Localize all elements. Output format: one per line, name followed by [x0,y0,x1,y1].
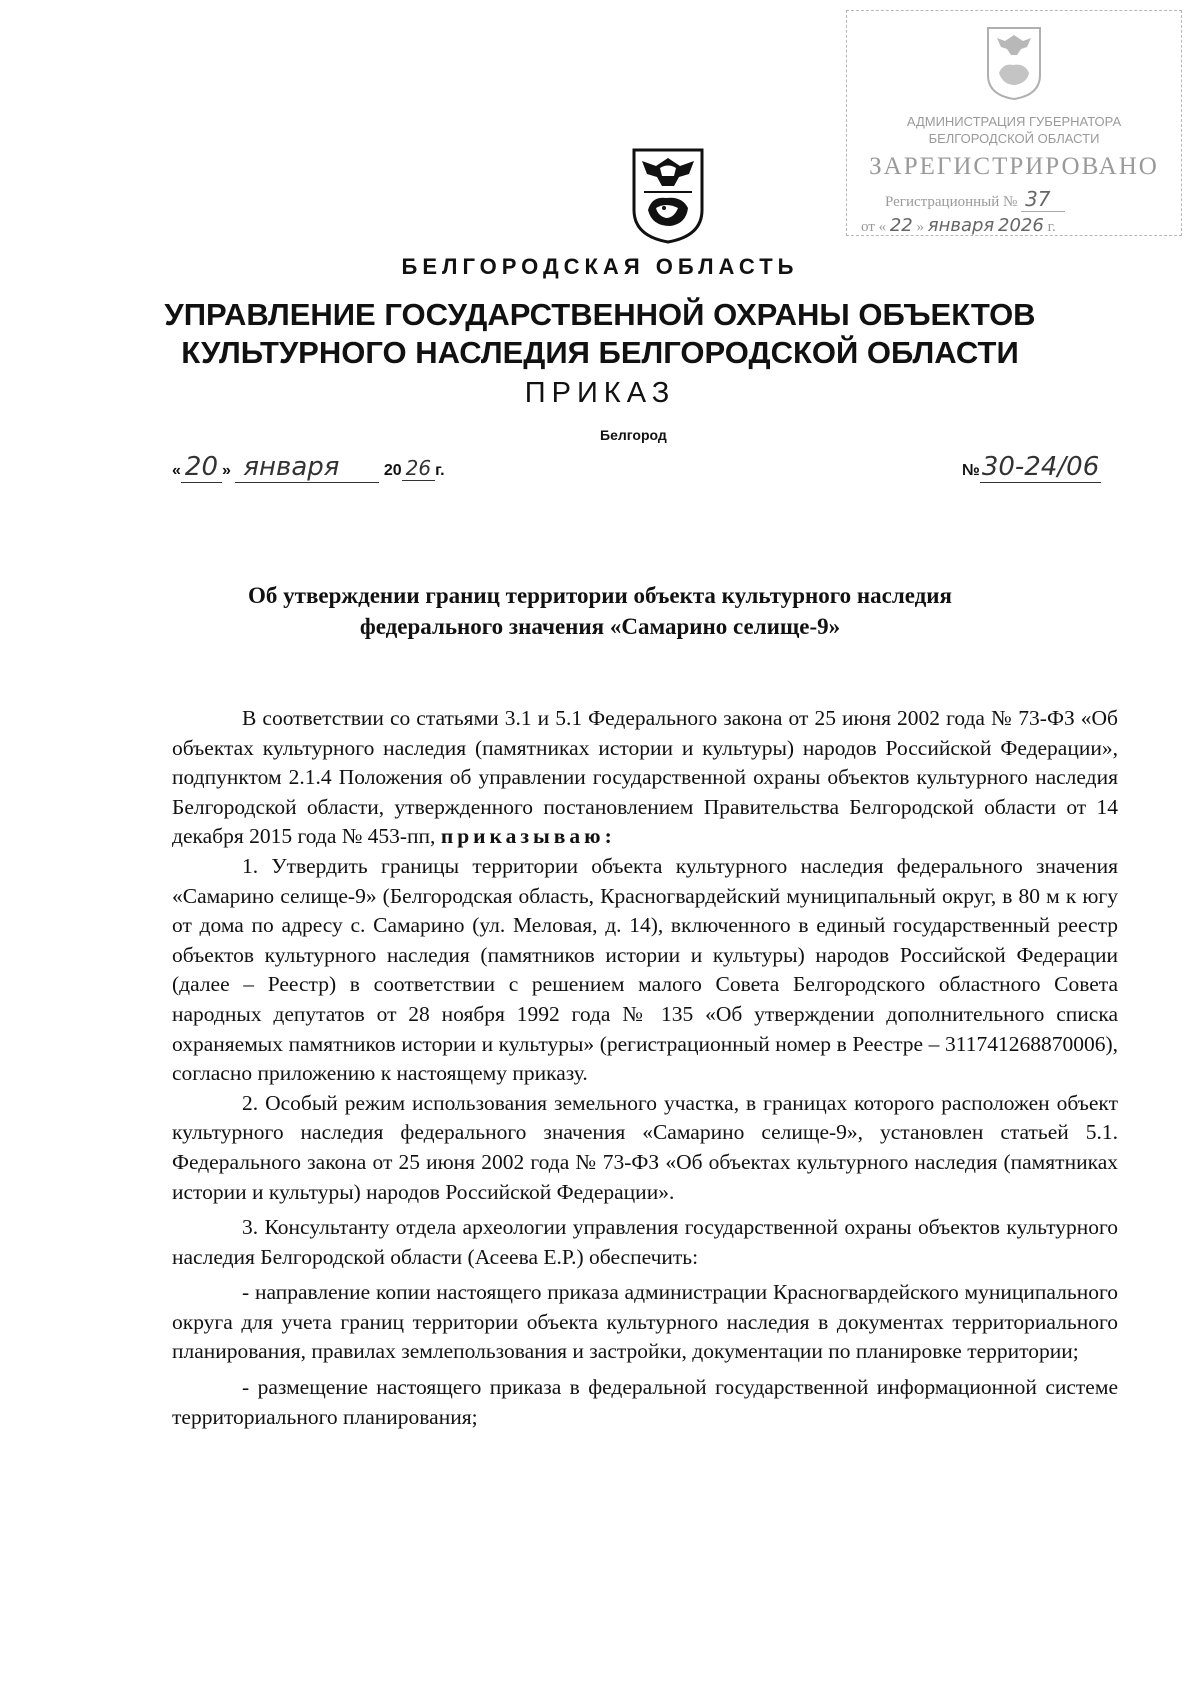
order-number-value: 30-24/06 [981,452,1100,482]
clause-3: 3. Консультанту отдела археологии управления государственной охраны объектов культурного наследия Белгородской области (Асеева Е.Р.) обеспечить: [172,1215,1118,1269]
order-year-unit: г. [435,462,445,479]
clause-1: 1. Утвердить границы территории объекта культурного наследия федерального значения «Самарино селище-9» (Белгородская область, Красногвардейский муниципальный округ, в 80 м к югу от дома по адресу с. Самарино (ул. Меловая, д. 14), включенного в единый государственный реестр объектов культурного наследия (памятников истории и культуры) народов Российской Федерации (далее – Реестр) в соответствии с решением малого Совета Белгородского областного Совета народных депутатов от 28 ноября 1992 года № 135 «Об утверждении дополнительного списка охраняемых памятников истории и культуры» (регистрационный номер в Реестре – 311741268870006), согласно приложению к настоящему приказу. [172,853,1118,1086]
order-title-line1: Об утверждении границ территории объекта культурного наследия [248,583,952,608]
document-type: ПРИКАЗ [524,377,676,409]
stamp-date [861,215,1056,236]
registration-stamp [846,10,1182,236]
stamp-registration-number [885,187,1065,211]
stamp-coat-of-arms-icon [985,25,1043,101]
order-command: приказываю: [440,824,616,849]
region-name: БЕЛГОРОДСКАЯ ОБЛАСТЬ [401,254,799,279]
order-year-suffix: 26 [402,456,435,481]
stamp-date-suffix: г. [1047,219,1056,235]
order-date-day: 20 [181,452,222,483]
clause-2: 2. Особый режим использования земельного участка, в границах которого расположен объект культурного наследия федерального значения «Самарино селище-9», установлен статьей 5.1. Федерального закона от 25 июня 2002 года № 73-ФЗ «Об объектах культурного наследия (памятниках истории и культуры) народов Российской Федерации». [172,1090,1118,1204]
order-date [172,452,445,482]
stamp-date-year: 2026 [998,215,1044,236]
department-name-line2: КУЛЬТУРНОГО НАСЛЕДИЯ БЕЛГОРОДСКОЙ ОБЛАСТИ [181,335,1019,370]
date-open-quote: « [172,462,181,479]
order-body [172,704,1118,1432]
stamp-date-month: января [927,215,995,236]
order-number [962,452,1101,482]
stamp-org-line1: АДМИНИСТРАЦИЯ ГУБЕРНАТОРА [906,114,1122,129]
stamp-reg-label: Регистрационный № [885,194,1018,210]
stamp-status: ЗАРЕГИСТРИРОВАНО [869,153,1159,180]
preamble-text: В соответствии со статьями 3.1 и 5.1 Федерального закона от 25 июня 2002 года № 73-ФЗ «Об объектах культурного наследия (памятниках истории и культуры) народов Российской Федерации», подпунктом 2.1.4 Положения об управлении государственной охраны объектов культурного наследия Белгородской области, утвержденного постановлением Правительства Белгородской области от 14 декабря 2015 года № 453-пп, [172,706,1118,849]
preamble-paragraph [172,704,1118,852]
stamp-date-prefix: от « [861,219,887,235]
clause-3-item-2: - размещение настоящего приказа в федеральной государственной информационной системе территориального планирования; [172,1375,1118,1429]
department-name [0,296,1200,372]
order-title [150,580,1050,642]
order-number-label: № [962,462,980,479]
stamp-organization [847,113,1181,147]
order-year-prefix: 20 [383,462,402,479]
order-date-month: января [235,452,379,483]
order-title-line2: федерального значения «Самарино селище-9» [359,614,841,639]
clause-3-item-1: - направление копии настоящего приказа администрации Красногвардейского муниципального округа для учета границ территории объекта культурного наследия в документах территориального планирования, правилах землепользования и застройки, документации по планировке территории; [172,1280,1118,1364]
coat-of-arms-icon [630,146,706,244]
stamp-date-day: 22 [889,215,913,236]
date-close-quote: » [222,462,231,479]
department-name-line1: УПРАВЛЕНИЕ ГОСУДАРСТВЕННОЙ ОХРАНЫ ОБЪЕКТОВ [164,297,1036,332]
stamp-date-mid: » [916,219,925,235]
stamp-org-line2: БЕЛГОРОДСКОЙ ОБЛАСТИ [928,131,1100,146]
city-name: Белгород [600,427,667,443]
stamp-reg-value: 37 [1021,187,1064,212]
